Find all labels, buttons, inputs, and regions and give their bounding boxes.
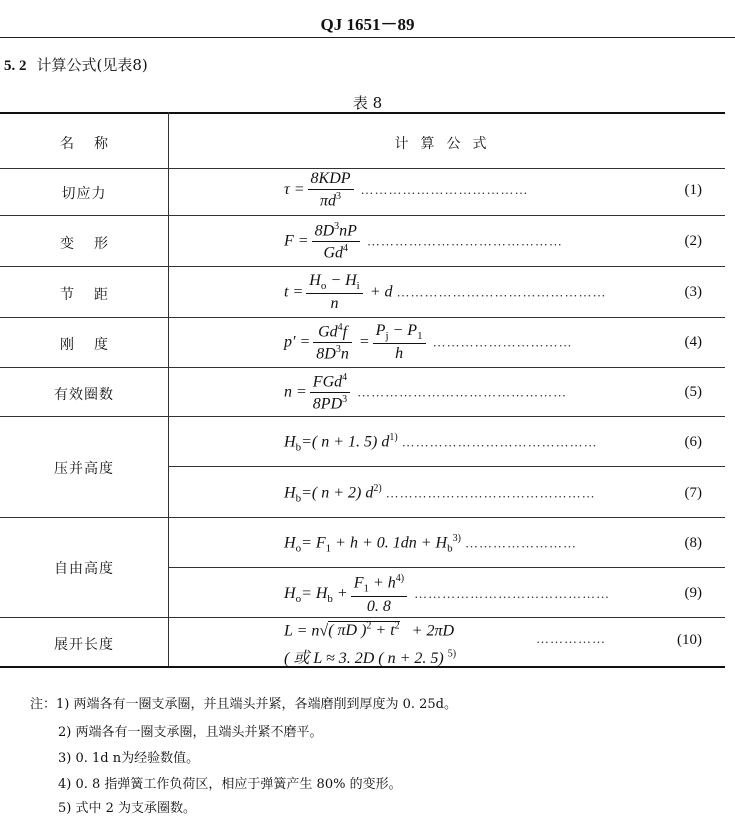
equation-number-4: (4) <box>684 334 702 350</box>
column-header-name: 名称 <box>60 136 128 152</box>
table-column-divider <box>168 112 169 666</box>
formula-3: t = $\frac{H_o - H_i}{n}$ + d ……………………………………… <box>284 272 607 313</box>
formula-1: τ = 8KDP $\pi d^3$ ……………………………… <box>284 170 529 210</box>
formula-10: L = n√( πD )$^2 + t^2 + 2\pi D$ <box>284 621 455 640</box>
table-row-rule <box>0 367 725 368</box>
formula-4: p′ = $\frac{Gd^4f}{8D^3n}$ = $\frac{P_j - P_1}{h}$ ………………………… <box>284 322 573 363</box>
equation-number-1: (1) <box>684 182 702 198</box>
equation-number-8: (8) <box>684 535 702 551</box>
row-name-pitch: 节距 <box>60 287 128 303</box>
formula-9: $H_o= H_b$ + $\frac{F_1 + h^{4)}}{0. 8}$ …………………………………… <box>284 573 611 615</box>
formula-10-leader: …………… <box>536 631 606 646</box>
equation-number-5: (5) <box>684 384 702 400</box>
table-header-rule <box>0 168 725 169</box>
header-rule <box>0 37 735 38</box>
column-header-formula: 计算公式 <box>394 136 499 152</box>
equation-number-6: (6) <box>684 434 702 450</box>
document-code: QJ 1651－89 <box>320 15 415 34</box>
row-name-developed-length: 展开长度 <box>54 637 114 653</box>
section-number: 5. 2 <box>4 58 27 74</box>
note-5: 5) 式中 2 为支承圈数。 <box>58 801 197 816</box>
note-4: 4) 0. 8 指弹簧工作负荷区，相应于弹簧产生 80% 的变形。 <box>58 777 402 792</box>
table-top-rule <box>0 112 725 114</box>
table-row-rule <box>0 266 725 267</box>
row-name-shear-stress: 切应力 <box>61 186 107 202</box>
row-name-deformation: 变形 <box>60 236 128 252</box>
equation-number-7: (7) <box>684 485 702 501</box>
equation-number-9: (9) <box>684 585 702 601</box>
table-row-rule <box>0 215 725 216</box>
row-name-solid-height: 压并高度 <box>54 461 114 477</box>
formula-7: $H_b=$( n + 2) $d^{2)}$ ……………………………………… <box>284 483 596 505</box>
table-row-rule <box>0 317 725 318</box>
note-1: 注：1) 两端各有一圈支承圈，并且端头并紧，各端磨削到厚度为 0. 25d。 <box>30 697 458 712</box>
table-row-rule <box>0 416 725 417</box>
equation-number-2: (2) <box>684 233 702 249</box>
formula-5: n = FGd$^4$ $8PD^3$ ……………………………………… <box>284 372 568 413</box>
table-caption: 表 8 <box>352 94 383 112</box>
table-subrow-rule <box>168 466 725 467</box>
table-row-rule <box>0 517 725 518</box>
row-name-free-height: 自由高度 <box>54 561 114 577</box>
section-title: 计算公式(见表8) <box>36 56 148 74</box>
section-heading <box>4 54 148 75</box>
formula-10-alt: ( 或 L ≈ 3. 2D ( n + 2. 5) $^{5)}$ <box>284 648 457 667</box>
note-2: 2) 两端各有一圈支承圈，且端头并紧不磨平。 <box>58 725 323 740</box>
row-name-stiffness: 刚度 <box>60 337 128 353</box>
formula-2: F = $\frac{8D^3nP}{Gd^4}$ …………………………………… <box>284 221 563 262</box>
formula-8: $H_o= F_1 + h + 0$. $1dn + H_b^{3)}$ …………………… <box>284 533 577 555</box>
formula-6: $H_b=$( n + 1. 5) $d^{1)}$ …………………………………… <box>284 432 598 454</box>
table-row-rule <box>0 617 725 618</box>
table-subrow-rule <box>168 567 725 568</box>
note-3: 3) 0. 1d n为经验数值。 <box>58 751 200 766</box>
row-name-active-coils: 有效圈数 <box>54 387 114 403</box>
equation-number-10: (10) <box>677 632 702 648</box>
equation-number-3: (3) <box>684 284 702 300</box>
